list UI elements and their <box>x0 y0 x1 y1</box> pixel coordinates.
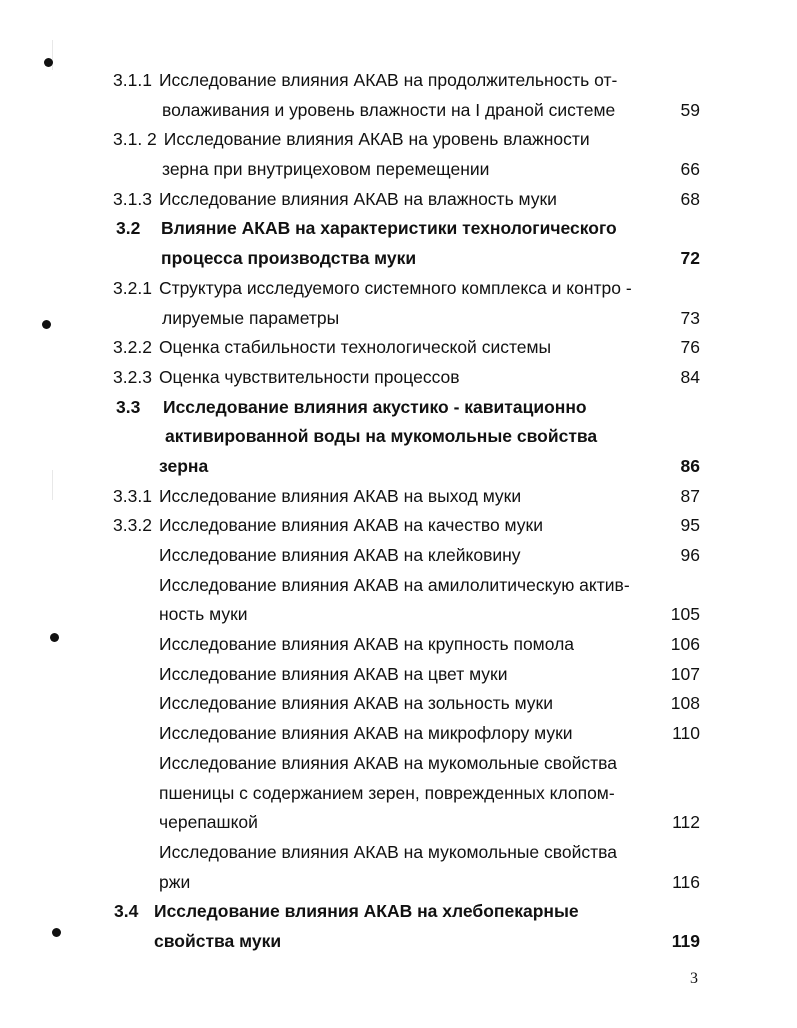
toc-entry <box>154 897 579 927</box>
toc-entry-number-cell <box>116 393 140 423</box>
toc-line <box>0 244 797 274</box>
toc-section-number: 3.3.1 <box>113 485 152 506</box>
toc-line <box>0 808 797 838</box>
toc-section-number: 3.1.1 <box>113 70 152 90</box>
toc-page-number: 96 <box>680 545 700 565</box>
toc-line <box>0 96 797 126</box>
toc-entry-continuation: волаживания и уровень влажности на I драной системе <box>162 99 616 120</box>
toc-page-number: 87 <box>680 485 700 506</box>
toc-line <box>0 274 797 304</box>
toc-page-number: 116 <box>672 871 700 892</box>
toc-entry <box>113 363 460 393</box>
toc-entry-continuation: ржи <box>159 871 191 892</box>
toc-entry-continuation: активированной воды на мукомольные свойства <box>165 426 598 447</box>
toc-line <box>0 749 797 779</box>
toc-line <box>0 155 797 185</box>
toc-entry-continuation: зерна <box>159 455 209 476</box>
toc-entry-title: Оценка стабильности технологической системы <box>158 337 552 358</box>
toc-entry-title: Исследование влияния АКАВ на качество муки <box>158 515 543 536</box>
toc-entry-title: Исследование влияния АКАВ на хлебопекарные <box>154 901 579 922</box>
toc-entry-continuation: Исследование влияния АКАВ на крупность помола <box>159 634 575 655</box>
toc-entry-title: Исследование влияния АКАВ на выход муки <box>158 485 522 506</box>
toc-page-number: 106 <box>670 634 700 655</box>
toc-entry <box>113 333 551 363</box>
toc-line <box>0 66 797 96</box>
toc-line <box>0 571 797 601</box>
toc-entry <box>113 125 590 155</box>
toc-line <box>0 660 797 690</box>
toc-line <box>0 304 797 334</box>
toc-entry-continuation: Исследование влияния АКАВ на микрофлору муки <box>159 723 573 744</box>
toc-entry <box>113 274 632 304</box>
toc-page-number: 73 <box>680 307 700 328</box>
toc-section-number: 3.3.2 <box>113 515 152 536</box>
toc-line <box>0 452 797 482</box>
toc-entry <box>113 482 521 512</box>
toc-page-number: 72 <box>680 248 700 269</box>
toc-line <box>0 838 797 868</box>
toc-page-number: 108 <box>670 693 700 714</box>
toc-line <box>0 511 797 541</box>
toc-entry-number-cell <box>114 897 138 927</box>
toc-page-number: 84 <box>680 366 700 387</box>
toc-entry-continuation: ность муки <box>159 604 248 625</box>
toc-section-number: 3.3 <box>116 396 141 417</box>
toc-line <box>0 333 797 363</box>
toc-entry <box>161 214 617 244</box>
toc-entry-title: Исследование влияния АКАВ на продолжительность от- <box>158 70 618 90</box>
table-of-contents <box>0 66 797 957</box>
toc-line <box>0 719 797 749</box>
toc-page-number: 112 <box>672 812 700 833</box>
toc-line <box>0 185 797 215</box>
toc-entry-continuation: Исследование влияния АКАВ на цвет муки <box>159 663 508 684</box>
toc-page-number: 110 <box>672 723 700 744</box>
toc-entry-continuation: пшеницы с содержанием зерен, поврежденных клопом- <box>159 782 615 803</box>
toc-entry <box>163 393 587 423</box>
toc-section-number: 3.2.3 <box>113 366 152 387</box>
toc-entry-title: Исследование влияния акустико - кавитационно <box>163 396 587 417</box>
toc-line <box>0 422 797 452</box>
toc-section-number: 3.2 <box>116 218 141 239</box>
toc-page-number: 66 <box>680 159 700 180</box>
toc-page-number: 119 <box>671 930 700 951</box>
toc-line <box>0 630 797 660</box>
toc-entry-continuation: Исследование влияния АКАВ на амилолитическую актив- <box>159 574 630 595</box>
toc-line <box>0 897 797 927</box>
toc-page-number: 86 <box>680 455 700 476</box>
toc-line <box>0 779 797 809</box>
toc-section-number: 3.1.3 <box>113 188 152 209</box>
toc-entry-title: Исследование влияния АКАВ на влажность муки <box>158 188 557 209</box>
toc-page-number: 107 <box>670 663 700 684</box>
toc-entry-continuation: Исследование влияния АКАВ на мукомольные свойства <box>159 752 617 773</box>
toc-entry-title: Структура исследуемого системного комплекса и контро - <box>158 277 632 298</box>
toc-page-number: 95 <box>680 515 700 536</box>
toc-line <box>0 600 797 630</box>
toc-page-number: 59 <box>680 99 700 120</box>
toc-entry-number-cell <box>116 214 140 244</box>
toc-entry <box>113 511 543 541</box>
toc-entry-continuation: Исследование влияния АКАВ на мукомольные свойства <box>159 841 617 862</box>
toc-line <box>0 689 797 719</box>
toc-entry-title: Исследование влияния АКАВ на уровень влажности <box>163 129 590 150</box>
toc-line <box>0 125 797 155</box>
page-number: 3 <box>690 970 698 987</box>
toc-entry-continuation: лируемые параметры <box>162 307 340 328</box>
toc-line <box>0 927 797 957</box>
toc-line <box>0 393 797 423</box>
toc-page-number: 76 <box>680 337 700 358</box>
toc-line <box>0 868 797 898</box>
toc-entry-title: Оценка чувствительности процессов <box>158 366 460 387</box>
toc-section-number: 3.4 <box>114 901 139 922</box>
toc-entry-continuation: Исследование влияния АКАВ на клейковину <box>159 545 521 565</box>
toc-page-number: 105 <box>670 604 700 625</box>
toc-entry-title: Влияние АКАВ на характеристики технологического <box>161 218 617 239</box>
toc-entry <box>113 185 557 215</box>
toc-line <box>0 482 797 512</box>
toc-entry-continuation: зерна при внутрицеховом перемещении <box>162 159 490 180</box>
toc-entry-continuation: процесса производства муки <box>161 248 417 269</box>
toc-line <box>0 541 797 571</box>
toc-entry-continuation: черепашкой <box>159 812 258 833</box>
toc-line <box>0 214 797 244</box>
toc-entry-continuation: свойства муки <box>154 930 282 951</box>
toc-section-number: 3.2.1 <box>113 277 152 298</box>
toc-line <box>0 363 797 393</box>
toc-entry-continuation: Исследование влияния АКАВ на зольность муки <box>159 693 553 714</box>
toc-page-number: 68 <box>680 188 700 209</box>
toc-entry <box>113 66 617 96</box>
toc-section-number: 3.1. 2 <box>113 129 157 150</box>
toc-section-number: 3.2.2 <box>113 337 152 358</box>
